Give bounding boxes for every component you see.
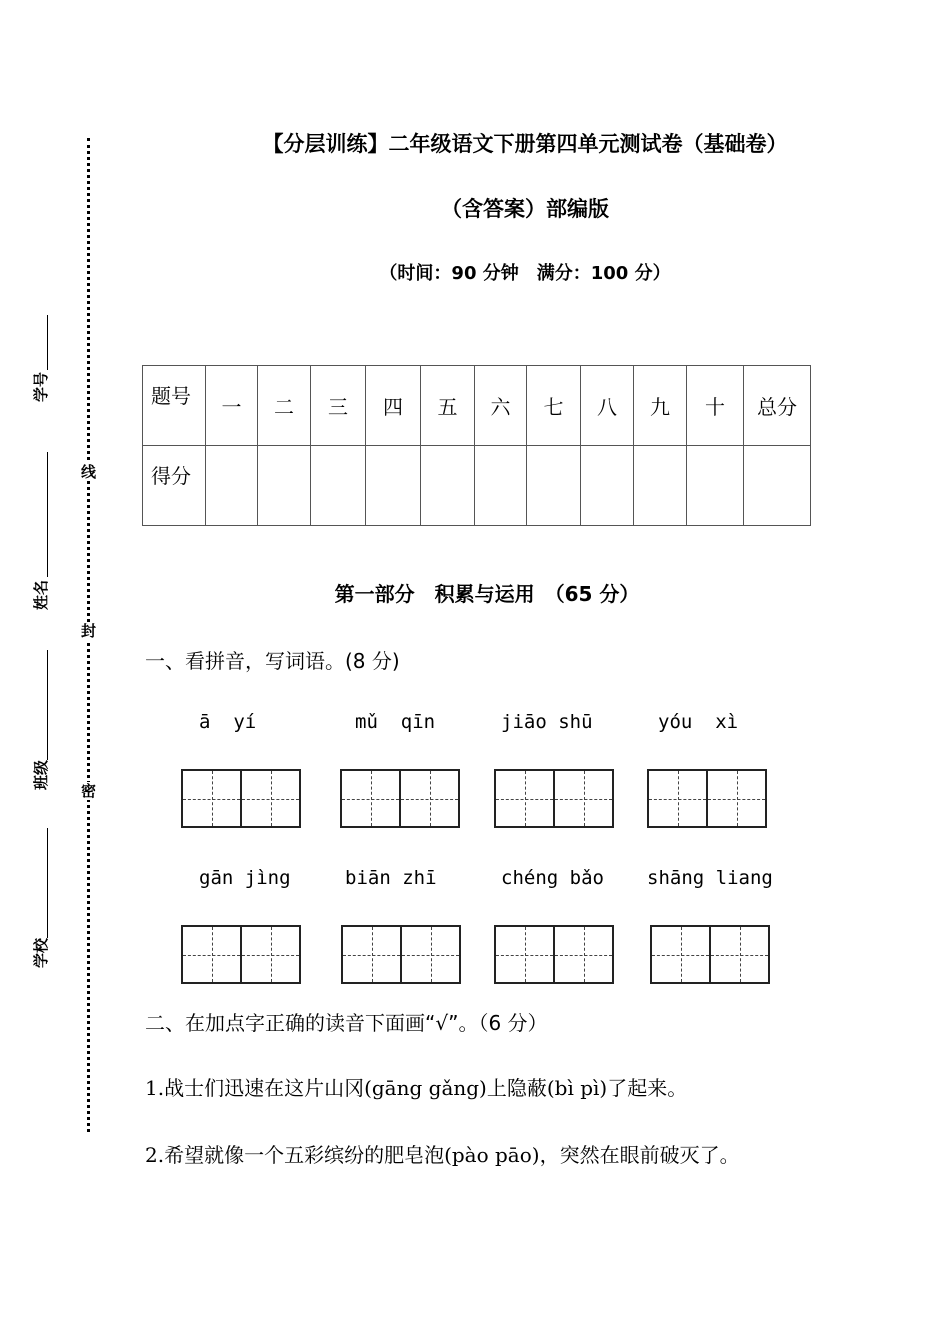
- score-cell-total[interactable]: [744, 446, 811, 526]
- column-1: 一: [206, 366, 258, 446]
- writing-grid[interactable]: [647, 769, 767, 828]
- pinyin-label: gān jìng: [199, 867, 291, 889]
- score-cell[interactable]: [258, 446, 311, 526]
- score-cell[interactable]: [366, 446, 421, 526]
- writing-grid[interactable]: [494, 769, 614, 828]
- q2-item-1: 1.战士们迅速在这片山冈(gāng gǎng)上隐蔽(bì pì)了起来。: [145, 1076, 688, 1100]
- class-blank[interactable]: [47, 650, 48, 760]
- pinyin-label: yóu xì: [658, 711, 739, 733]
- student-id-label: 学号: [32, 371, 50, 402]
- score-cell[interactable]: [311, 446, 366, 526]
- score-cell[interactable]: [581, 446, 634, 526]
- writing-grid[interactable]: [650, 925, 770, 984]
- column-7: 七: [527, 366, 581, 446]
- writing-grid[interactable]: [181, 769, 301, 828]
- page-subtitle: （含答案）部编版: [441, 197, 609, 221]
- part1-title: 第一部分 积累与运用 （65 分）: [334, 582, 640, 606]
- page-title: 【分层训练】二年级语文下册第四单元测试卷（基础卷）: [262, 132, 788, 156]
- pinyin-label: mǔ qīn: [355, 711, 436, 733]
- name-blank[interactable]: [47, 452, 48, 577]
- column-4: 四: [366, 366, 421, 446]
- score-cell[interactable]: [421, 446, 475, 526]
- question-number-label: 题号: [143, 366, 206, 446]
- writing-grid[interactable]: [340, 769, 460, 828]
- pinyin-label: jiāo shū: [501, 711, 593, 733]
- score-cell[interactable]: [206, 446, 258, 526]
- q2-title: 二、在加点字正确的读音下面画“√”。（6 分）: [145, 1011, 548, 1035]
- score-table-header-row: [143, 366, 811, 446]
- column-8: 八: [581, 366, 634, 446]
- q2-item-2: 2.希望就像一个五彩缤纷的肥皂泡(pào pāo)，突然在眼前破灭了。: [145, 1143, 740, 1167]
- school-label: 学校: [32, 937, 50, 968]
- score-cell[interactable]: [634, 446, 687, 526]
- column-3: 三: [311, 366, 366, 446]
- q1-title: 一、看拼音，写词语。(8 分): [145, 649, 400, 673]
- column-total: 总分: [744, 366, 811, 446]
- pinyin-label: ā yí: [199, 711, 257, 733]
- seal-word-line: 线: [81, 463, 97, 481]
- column-6: 六: [475, 366, 527, 446]
- pinyin-label: chéng bǎo: [501, 867, 604, 889]
- score-cell[interactable]: [527, 446, 581, 526]
- column-10: 十: [687, 366, 744, 446]
- score-cell[interactable]: [687, 446, 744, 526]
- score-label: 得分: [143, 446, 206, 526]
- score-table: [142, 365, 811, 526]
- exam-time-line: （时间：90 分钟 满分：100 分）: [379, 263, 671, 284]
- pinyin-label: biān zhī: [345, 867, 437, 889]
- seal-word-seal: 封: [81, 622, 97, 640]
- student-id-blank[interactable]: [47, 315, 48, 370]
- writing-grid[interactable]: [494, 925, 614, 984]
- seal-word-close: 密: [81, 782, 97, 800]
- score-table-score-row: [143, 446, 811, 526]
- score-cell[interactable]: [475, 446, 527, 526]
- name-label: 姓名: [32, 579, 50, 610]
- column-9: 九: [634, 366, 687, 446]
- column-2: 二: [258, 366, 311, 446]
- school-blank[interactable]: [47, 828, 48, 938]
- pinyin-label: shāng liang: [647, 867, 773, 889]
- column-5: 五: [421, 366, 475, 446]
- class-label: 班级: [32, 759, 50, 790]
- writing-grid[interactable]: [341, 925, 461, 984]
- writing-grid[interactable]: [181, 925, 301, 984]
